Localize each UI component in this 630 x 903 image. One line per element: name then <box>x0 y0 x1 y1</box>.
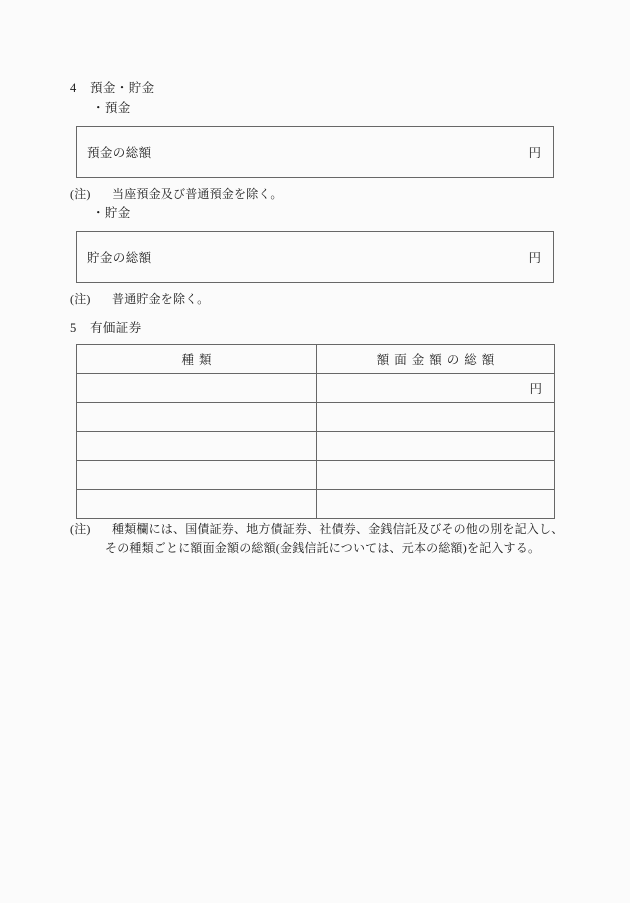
table-row[interactable] <box>77 432 555 461</box>
cell-kind[interactable] <box>77 403 317 432</box>
savings-total-unit: 円 <box>528 251 541 265</box>
section-4-number: 4 <box>70 81 77 95</box>
securities-note-line1 <box>70 521 563 538</box>
securities-note-line2 <box>105 540 540 557</box>
section-4-heading <box>70 80 155 96</box>
savings-note <box>70 291 209 308</box>
section-5-title: 有価証券 <box>90 321 142 335</box>
table-row[interactable] <box>77 403 555 432</box>
savings-total-box[interactable] <box>76 231 554 283</box>
securities-note-text-line1: 種類欄には、国債証券、地方債証券、社債券、金銭信託及びその他の別を記入し、 <box>112 522 564 536</box>
table-row[interactable] <box>77 461 555 490</box>
cell-amount[interactable] <box>317 490 555 519</box>
savings-total-label: 貯金の総額 <box>87 251 152 265</box>
table-row[interactable] <box>77 490 555 519</box>
column-header-amount: 額面金額の総額 <box>317 345 555 374</box>
section-4-title: 預金・貯金 <box>90 81 155 95</box>
subsection-savings-label: 貯金 <box>104 206 131 220</box>
table-row[interactable] <box>77 374 555 403</box>
securities-table <box>76 344 555 519</box>
deposit-total-unit: 円 <box>528 146 541 160</box>
subsection-deposit-label: 預金 <box>104 101 131 115</box>
cell-amount[interactable] <box>317 432 555 461</box>
section-5-heading <box>70 320 142 336</box>
column-header-kind: 種類 <box>77 345 317 374</box>
securities-note-text-line2: その種類ごとに額面金額の総額(金銭信託については、元本の総額)を記入する。 <box>105 541 541 555</box>
bullet-icon: ・ <box>92 206 105 220</box>
deposit-note <box>70 186 283 203</box>
cell-amount-unit: 円 <box>529 382 542 396</box>
cell-amount[interactable] <box>317 403 555 432</box>
cell-kind[interactable] <box>77 490 317 519</box>
savings-note-marker: (注) <box>70 292 91 306</box>
cell-kind[interactable] <box>77 461 317 490</box>
deposit-note-text: 当座預金及び普通預金を除く。 <box>112 187 283 201</box>
section-5-number: 5 <box>70 321 77 335</box>
savings-note-text: 普通貯金を除く。 <box>112 292 210 306</box>
bullet-icon: ・ <box>92 101 105 115</box>
cell-kind[interactable] <box>77 374 317 403</box>
securities-note-marker: (注) <box>70 522 91 536</box>
cell-kind[interactable] <box>77 432 317 461</box>
deposit-total-box[interactable] <box>76 126 554 178</box>
subsection-deposit-heading <box>92 100 131 116</box>
table-header-row <box>77 345 555 374</box>
subsection-savings-heading <box>92 205 131 221</box>
cell-amount[interactable] <box>317 374 555 403</box>
deposit-total-label: 預金の総額 <box>87 146 152 160</box>
deposit-note-marker: (注) <box>70 187 91 201</box>
cell-amount[interactable] <box>317 461 555 490</box>
